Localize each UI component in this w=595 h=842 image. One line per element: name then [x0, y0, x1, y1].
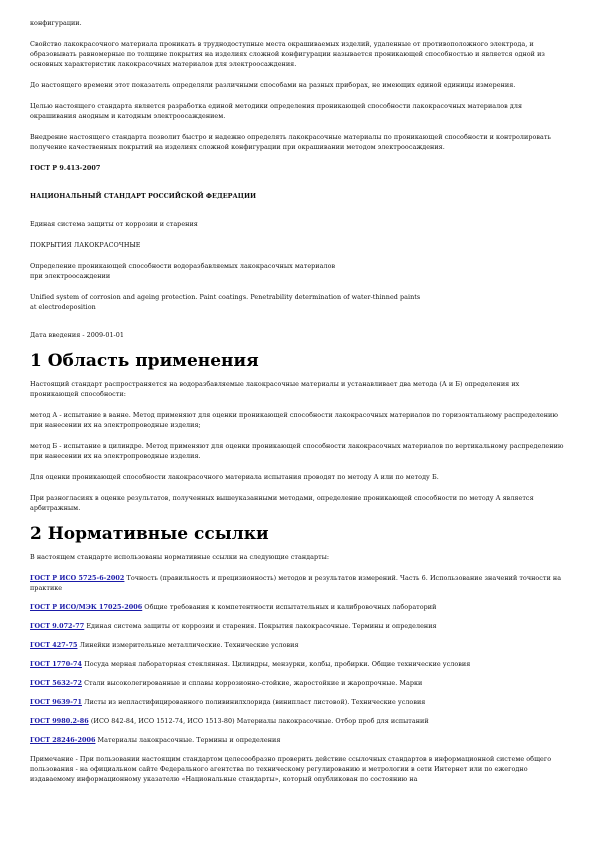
ru-subtitle-line-1: Определение проникающей способности водоразбавляемых лакокрасочных материалов	[30, 262, 336, 270]
reference-item	[30, 735, 565, 745]
reference-item	[30, 640, 565, 650]
gost-number: ГОСТ Р 9.413-2007	[30, 164, 101, 172]
ru-subtitle-line-2: при электроосаждении	[30, 272, 111, 280]
reference-text: Точность (правильность и прецизионность) методов и результатов измерений. Часть 6. Использование значений точности на практике	[30, 574, 562, 592]
section-1-paragraph-2: метод Б - испытание в цилиндре. Метод применяют для оценки проникающей способности лакокрасочных материалов по вертикальному распределению при нанесении их на электропроводные изделия.	[30, 442, 564, 460]
en-title	[30, 292, 565, 312]
document-page	[30, 18, 565, 795]
reference-item	[30, 678, 565, 688]
reference-item	[30, 621, 565, 631]
reference-link[interactable]: ГОСТ 5632-72	[30, 679, 82, 687]
reference-item	[30, 602, 565, 612]
reference-link[interactable]: ГОСТ 427-75	[30, 641, 78, 649]
reference-text: Единая система защиты от коррозии и старения. Покрытия лакокрасочные. Термины и определения	[84, 622, 437, 630]
reference-text: Стали высоколегированные и сплавы коррозионно-стойкие, жаростойкие и жаропрочные. Марки	[81, 679, 423, 687]
intro-paragraph-3: Целью настоящего стандарта является разработка единой методики определения проникающей способности лакокрасочных материалов для окрашивания анодным и катодным электроосаждением.	[30, 102, 523, 120]
reference-text: Листы из непластифицированного поливинилхлорида (винипласт листовой). Технические условия	[81, 698, 426, 706]
reference-link[interactable]: ГОСТ 9980.2-86	[30, 717, 89, 725]
intro-paragraph-2: До настоящего времени этот показатель определяли различными способами на разных приборах, не имеющих единой единицы измерения.	[30, 81, 516, 89]
national-standard-title: НАЦИОНАЛЬНЫЙ СТАНДАРТ РОССИЙСКОЙ ФЕДЕРАЦИИ	[30, 192, 257, 200]
reference-item	[30, 716, 565, 726]
ru-subtitle	[30, 261, 565, 281]
section-2-lead: В настоящем стандарте использованы нормативные ссылки на следующие стандарты:	[30, 553, 330, 561]
intro-paragraph-1: Свойство лакокрасочного материала проникать в труднодоступные места окрашиваемых изделий, удаленные от противоположного электрода, и образовывать равномерные по толщине покрытия на изделиях сложной конфигурации называется проникающей способностью и является одной из основных характеристик лакокрасочных материалов для электроосаждения.	[30, 40, 545, 68]
section-1-paragraph-1: метод А - испытание в ванне. Метод применяют для оценки проникающей способности лакокрасочных материалов по горизонтальному распределению при нанесении их на электропроводные изделия;	[30, 411, 558, 429]
reference-link[interactable]: ГОСТ Р ИСО/МЭК 17025-2006	[30, 603, 143, 611]
reference-item	[30, 697, 565, 707]
reference-text: Посуда мерная лабораторная стеклянная. Цилиндры, мензурки, колбы, пробирки. Общие технические условия	[81, 660, 471, 668]
section-2-heading: 2 Нормативные ссылки	[30, 524, 269, 544]
section-1-paragraph-3: Для оценки проникающей способности лакокрасочного материала испытания проводят по методу А или по методу Б.	[30, 473, 439, 481]
reference-link[interactable]: ГОСТ 9.072-77	[30, 622, 85, 630]
reference-item	[30, 573, 565, 593]
system-title: Единая система защиты от коррозии и старения	[30, 220, 198, 228]
reference-text: Линейки измерительные металлические. Технические условия	[77, 641, 299, 649]
reference-link[interactable]: ГОСТ 1770-74	[30, 660, 82, 668]
section-1-paragraph-4: При разногласиях в оценке результатов, полученных вышеуказанными методами, определение проникающей способности по методу А является арбитражным.	[30, 494, 534, 512]
coatings-title: ПОКРЫТИЯ ЛАКОКРАСОЧНЫЕ	[30, 241, 141, 249]
reference-text: Материалы лакокрасочные. Термины и определения	[95, 736, 281, 744]
reference-text: (ИСО 842-84, ИСО 1512-74, ИСО 1513-80) Материалы лакокрасочные. Отбор проб для испытаний	[88, 717, 429, 725]
reference-link[interactable]: ГОСТ 28246-2006	[30, 736, 96, 744]
en-title-line-1: Unified system of corrosion and ageing protection. Paint coatings. Penetrability determination of water-thinned paints	[30, 293, 421, 301]
section-1-paragraph-0: Настоящий стандарт распространяется на водоразбавляемые лакокрасочные материалы и устанавливает два метода (А и Б) определения их проникающей способности:	[30, 380, 520, 398]
reference-link[interactable]: ГОСТ 9639-71	[30, 698, 82, 706]
en-title-line-2: at electrodeposition	[30, 303, 96, 311]
section-2-note: Примечание - При пользовании настоящим стандартом целесообразно проверить действие ссылочных стандартов в информационной системе общего пользования - на официальном сайте Федерального агентства по техническому регулированию и метрологии в сети Интернет или по ежегодно издаваемому информационному указателю «Национальные стандарты», который опубликован по состоянию на	[30, 755, 552, 783]
reference-link[interactable]: ГОСТ Р ИСО 5725-6-2002	[30, 574, 125, 582]
reference-item	[30, 659, 565, 669]
intro-paragraph-0: конфигурации.	[30, 19, 82, 27]
reference-text: Общие требования к компетентности испытательных и калибровочных лабораторий	[142, 603, 437, 611]
section-1-heading: 1 Область применения	[30, 351, 259, 371]
intro-date: Дата введения - 2009-01-01	[30, 331, 124, 339]
intro-paragraph-4: Внедрение настоящего стандарта позволит быстро и надежно определять лакокрасочные материалы по проникающей способности и контролировать получение качественных покрытий на изделиях сложной конфигурации при окрашивании методом электроосаждения.	[30, 133, 552, 151]
